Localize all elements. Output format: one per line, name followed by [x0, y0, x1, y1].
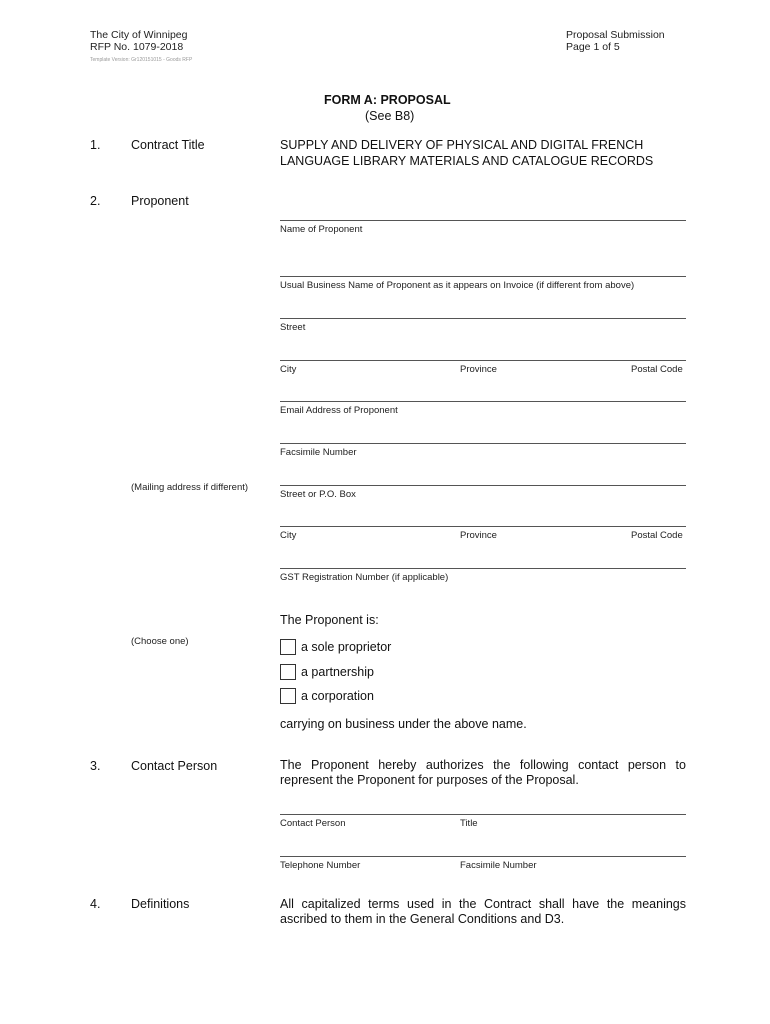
carrying-on-text: carrying on business under the above name.	[280, 717, 527, 731]
proponent-name-field[interactable]	[280, 220, 686, 221]
proponent-is-label: The Proponent is:	[280, 613, 379, 627]
telephone-caption: Telephone Number	[280, 860, 361, 871]
section-2-number: 2.	[90, 194, 101, 208]
province-caption: Province	[460, 364, 497, 375]
contact-person-caption: Contact Person	[280, 818, 346, 829]
gst-field[interactable]	[280, 568, 686, 569]
street-field[interactable]	[280, 318, 686, 319]
partnership-checkbox[interactable]	[280, 664, 296, 680]
business-name-field[interactable]	[280, 276, 686, 277]
section-4-number: 4.	[90, 897, 101, 911]
template-version-note: Template Version: Gr120151015 - Goods RFP	[90, 57, 193, 63]
email-caption: Email Address of Proponent	[280, 405, 398, 416]
postal-code-caption: Postal Code	[631, 364, 683, 375]
business-name-caption: Usual Business Name of Proponent as it appears on Invoice (if different from above)	[280, 280, 635, 291]
contact-authorization-text: The Proponent hereby authorizes the following contact person to represent the Proponent for purposes of the Proposal.	[280, 758, 686, 787]
contract-title-line2: LANGUAGE LIBRARY MATERIALS AND CATALOGUE RECORDS	[280, 154, 654, 168]
header-doc-type: Proposal Submission	[566, 29, 665, 41]
header-org: The City of Winnipeg	[90, 29, 188, 41]
mailing-province-caption: Province	[460, 530, 497, 541]
facsimile-caption: Facsimile Number	[280, 447, 357, 458]
section-3-number: 3.	[90, 759, 101, 773]
gst-caption: GST Registration Number (if applicable)	[280, 572, 449, 583]
section-4-label: Definitions	[131, 897, 190, 911]
city-province-postal-field[interactable]	[280, 360, 686, 361]
facsimile-field[interactable]	[280, 443, 686, 444]
section-1-number: 1.	[90, 138, 101, 152]
sole-proprietor-checkbox[interactable]	[280, 639, 296, 655]
mailing-city-province-postal-field[interactable]	[280, 526, 686, 527]
section-2-label: Proponent	[131, 194, 189, 208]
choose-one-note: (Choose one)	[131, 636, 189, 647]
contact-person-title-field[interactable]	[280, 814, 686, 815]
section-1-label: Contract Title	[131, 138, 205, 152]
header-page-number: Page 1 of 5	[566, 41, 620, 53]
mailing-city-caption: City	[280, 530, 297, 541]
contract-title-line1: SUPPLY AND DELIVERY OF PHYSICAL AND DIGITAL FRENCH	[280, 138, 644, 152]
city-caption: City	[280, 364, 297, 375]
po-box-field[interactable]	[280, 485, 686, 486]
email-field[interactable]	[280, 401, 686, 402]
proponent-name-caption: Name of Proponent	[280, 224, 363, 235]
sole-proprietor-label: a sole proprietor	[301, 640, 392, 654]
section-3-label: Contact Person	[131, 759, 218, 773]
partnership-label: a partnership	[301, 665, 374, 679]
corporation-label: a corporation	[301, 689, 374, 703]
header-rfp-number: RFP No. 1079-2018	[90, 41, 184, 53]
contact-phone-fax-field[interactable]	[280, 856, 686, 857]
definitions-text: All capitalized terms used in the Contract shall have the meanings ascribed to them in the General Conditions and D3.	[280, 897, 686, 926]
street-caption: Street	[280, 322, 306, 333]
form-title: FORM A: PROPOSAL	[324, 93, 451, 107]
mailing-postal-code-caption: Postal Code	[631, 530, 683, 541]
contact-fax-caption: Facsimile Number	[460, 860, 537, 871]
form-subtitle: (See B8)	[365, 109, 415, 123]
corporation-checkbox[interactable]	[280, 688, 296, 704]
po-box-caption: Street or P.O. Box	[280, 489, 356, 500]
contact-title-caption: Title	[460, 818, 478, 829]
mailing-address-note: (Mailing address if different)	[131, 482, 249, 493]
